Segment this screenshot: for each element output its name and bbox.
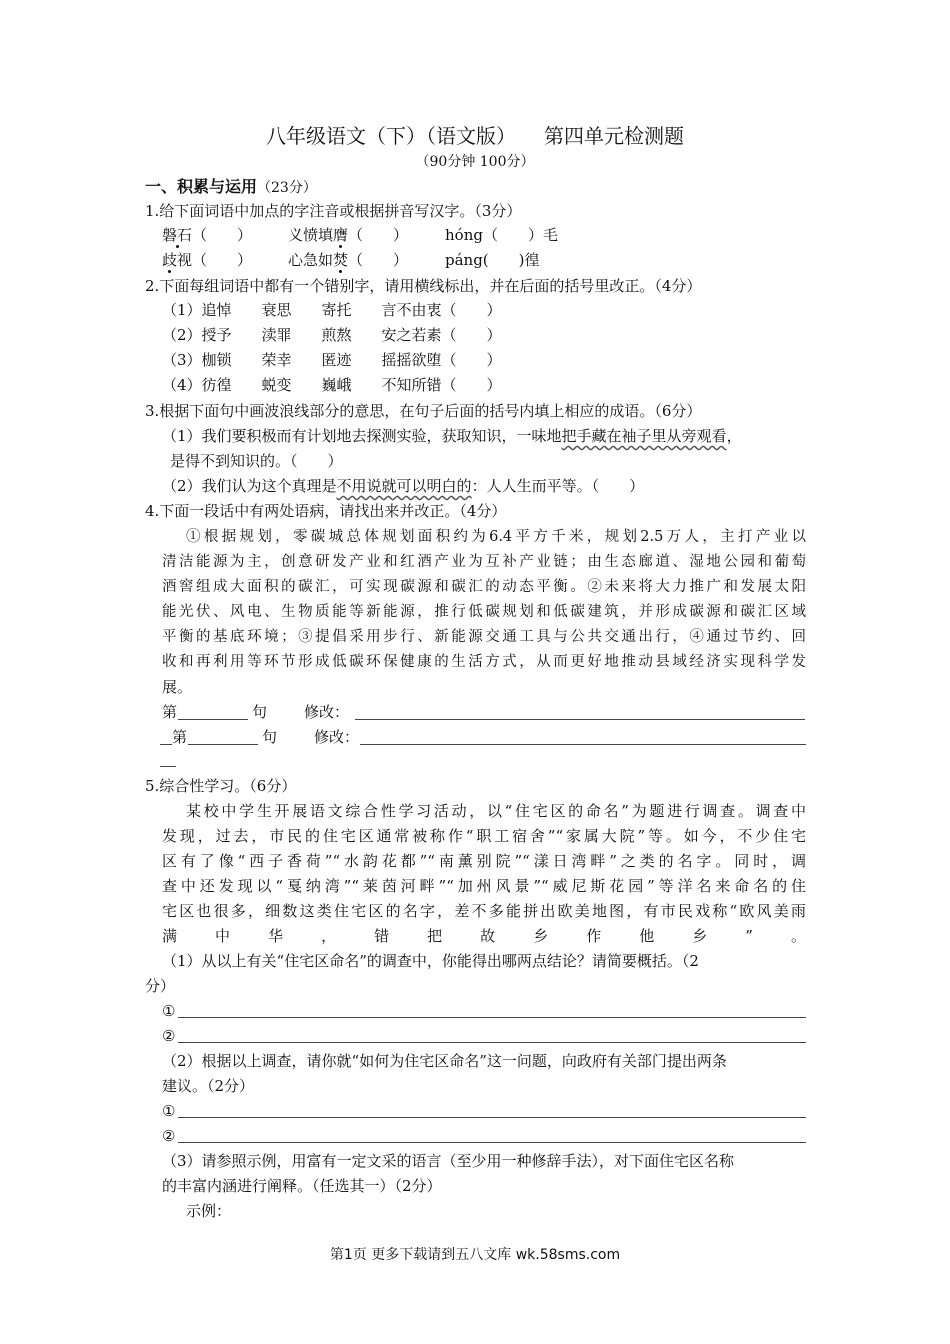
answer-blank[interactable]	[178, 719, 248, 720]
q5-para-line: 查中还发现以“戛纳湾”“莱茵河畔”“加州风景”“威尼斯花园”等洋名来命名的住	[162, 877, 806, 895]
q2-item: （1）追悼 衰思 寄托 言不由衷（ ）	[162, 301, 502, 319]
q4-para-line: 清洁能源为主，创意研发产业和红酒产业为互补产业链；由生态廊道、湿地公园和葡萄	[162, 554, 806, 570]
q5-sub3-stem: （3）请参照示例，用富有一定文采的语言（至少用一种修辞手法），对下面住宅区名称	[162, 1152, 735, 1170]
q4-para-line: 平衡的基底环境；③提倡采用步行、新能源交通工具与公共交通出行，④通过节约、回	[162, 629, 806, 645]
q4-answer-2-label: 第	[172, 728, 188, 746]
answer-blank[interactable]	[188, 744, 258, 745]
q5-sub3-stem-cont: 的丰富内涵进行阐释。（任选其一）（2分）	[162, 1177, 442, 1195]
wavy-underline-phrase: 不用说就可以明白的	[336, 477, 472, 495]
answer-line[interactable]	[178, 1142, 806, 1143]
q5-sub2-stem: （2）根据以上调查，请你就“如何为住宅区命名”这一问题，向政府有关部门提出两条	[162, 1052, 727, 1070]
q4-para-line: 展。	[162, 678, 193, 696]
answer-line[interactable]	[178, 1042, 806, 1043]
q1-item-a2: 歧视（ ）	[162, 251, 253, 269]
section-points: （23分）	[257, 180, 317, 196]
q4-para-line: 收和再利用等环节形成低碳环保健康的生活方式，从而更好地推动县域经济实现科学发	[162, 654, 806, 670]
exam-duration-score: （90分钟 100分）	[415, 154, 535, 170]
q1-item-a1: 磐石（ ）	[162, 226, 253, 244]
q5-para-line: 满中华，错把故乡作他乡”。	[162, 927, 806, 945]
q5-sub2-stem-cont: 建议。（2分）	[162, 1077, 255, 1095]
q5-para-line: 宅区也很多，细数这类住宅区的名字，差不多能拼出欧美地图，有市民戏称“欧风美雨	[162, 902, 806, 920]
q4-answer-2-fix: 修改：	[314, 728, 360, 746]
section-heading	[145, 176, 317, 199]
example-label: 示例：	[186, 1202, 232, 1220]
q3-sentence-2: （2）我们认为这个真理是不用说就可以明白的：人人生而平等。（ ）	[162, 477, 645, 495]
answer-line-tail	[160, 766, 176, 767]
q5-para-line: 某校中学生开展语文综合性学习活动，以“住宅区的命名”为题进行调查。调查中	[186, 802, 806, 820]
answer-marker-1: ①	[162, 1002, 176, 1020]
answer-line[interactable]	[360, 744, 806, 745]
q1-item-c1: hóng（ ）毛	[445, 226, 558, 244]
q2-item: （4）彷徨 蜕变 巍峨 不知所错（ ）	[162, 376, 502, 394]
page-footer: 第1页 更多下载请到五八文库 wk.58sms.com	[329, 1247, 621, 1263]
q2-item: （2）授予 渎罪 煎熬 安之若素（ ）	[162, 326, 502, 344]
answer-marker-2: ②	[162, 1127, 176, 1145]
answer-line[interactable]	[178, 1017, 806, 1018]
wavy-underline-phrase: 把手藏在袖子里从旁观看	[561, 427, 727, 445]
q4-answer-1-ju: 句	[252, 703, 268, 721]
q2-item: （3）枷锁 荣幸 匿迹 摇摇欲堕（ ）	[162, 351, 502, 369]
q3-sentence-1-cont: 是得不到知识的。（ ）	[170, 452, 343, 470]
answer-marker-2: ②	[162, 1027, 176, 1045]
q5-sub1-stem: （1）从以上有关“住宅区命名”的调查中，你能得出哪两点结论？请简要概括。（2	[162, 952, 699, 970]
answer-blank	[160, 744, 172, 745]
q4-answer-2-ju: 句	[262, 728, 278, 746]
answer-line[interactable]	[178, 1117, 806, 1118]
q4-stem: 4.下面一段话中有两处语病，请找出来并改正。（4分）	[145, 502, 507, 520]
q4-answer-1-fix: 修改：	[304, 703, 350, 721]
q1-item-b1: 义愤填膺（ ）	[288, 226, 409, 244]
title-suffix: 第四单元检测题	[544, 124, 684, 148]
q3-stem: 3.根据下面句中画波浪线部分的意思，在句子后面的括号内填上相应的成语。（6分）	[145, 402, 702, 420]
q5-para-line: 发现，过去，市民的住宅区通常被称作“职工宿舍”“家属大院”等。如今，不少住宅	[162, 827, 806, 845]
answer-line[interactable]	[355, 719, 805, 720]
q4-answer-1-label: 第	[162, 703, 178, 721]
q5-para-line: 区有了像“西子香荷”“水韵花都”“南薰别院”“漾日湾畔”之类的名字。同时，调	[162, 852, 806, 870]
answer-marker-1: ①	[162, 1102, 176, 1120]
q4-para-line: 酒窖组成大面积的碳汇，可实现碳源和碳汇的动态平衡。②未来将大力推广和发展太阳	[162, 579, 806, 595]
section-label: 一、积累与运用	[145, 177, 258, 196]
q3-sentence-1: （1）我们要积极而有计划地去探测实验，获取知识，一味地把手藏在袖子里从旁观看，	[162, 427, 742, 445]
q2-stem: 2.下面每组词语中都有一个错别字，请用横线标出，并在后面的括号里改正。（4分）	[145, 277, 702, 295]
q1-stem: 1.给下面词语中加点的字注音或根据拼音写汉字。（3分）	[145, 202, 522, 220]
q1-item-c2: páng( )徨	[445, 251, 540, 269]
q1-item-b2: 心急如焚（ ）	[288, 251, 409, 269]
q5-stem: 5.综合性学习。（6分）	[145, 777, 297, 795]
q4-para-line: 能光伏、风电、生物质能等新能源，推行低碳规划和低碳建筑，并形成碳源和碳汇区域	[162, 604, 806, 620]
q4-para-line: ①根据规划，零碳城总体规划面积约为6.4平方千米，规划2.5万人，主打产业以	[186, 529, 806, 545]
title-main: 八年级语文（下）（语文版）	[266, 124, 516, 148]
page-title	[0, 122, 950, 150]
q5-sub1-stem-cont: 分）	[145, 977, 176, 995]
